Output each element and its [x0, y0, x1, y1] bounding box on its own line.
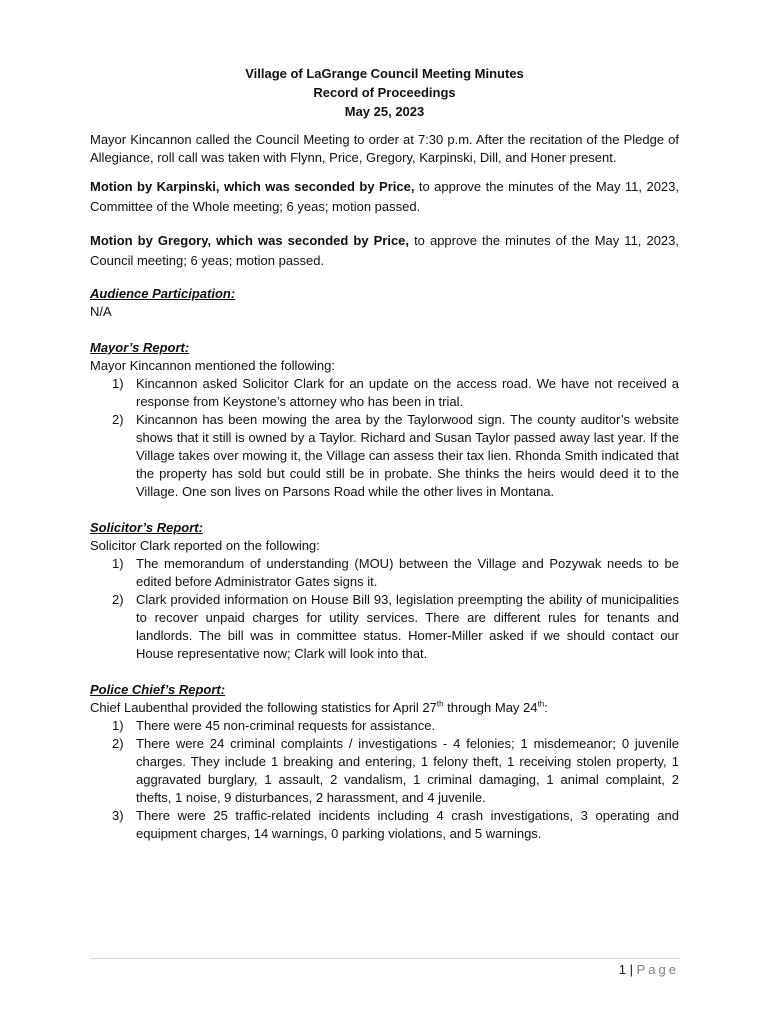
list-text: Kincannon asked Solicitor Clark for an update on the access road. We have not received a response from Keystone’s attorney who has been in trial. [136, 376, 679, 409]
footer-divider [90, 958, 679, 959]
page-label: Page [636, 962, 679, 977]
mayor-report-section [90, 339, 679, 501]
audience-section [90, 285, 679, 321]
section-intro: Mayor Kincannon mentioned the following: [90, 358, 335, 373]
list-item [90, 375, 679, 411]
list-number: 2) [112, 412, 124, 427]
list-number: 2) [112, 736, 124, 751]
list-text: There were 24 criminal complaints / investigations - 4 felonies; 1 misdemeanor; 0 juvenile charges. They include 1 breaking and entering, 1 felony theft, 1 receiving stolen property, 1 aggravated burglary, 1 assault, 2 vandalism, 1 criminal damaging, 1 animal complaint, 2 thefts, 1 noise, 9 disturbances, 2 harassment, and 4 juvenile. [136, 736, 679, 805]
list-item [90, 735, 679, 807]
list-item [90, 807, 679, 843]
list-text: The memorandum of understanding (MOU) between the Village and Pozywak needs to be edited before Administrator Gates signs it. [136, 556, 679, 589]
document-title: Village of LaGrange Council Meeting Minutes [245, 66, 524, 81]
motion-paragraph [90, 231, 679, 271]
ordinal-suffix: th [436, 699, 444, 709]
page-number: 1 [618, 962, 626, 977]
footer-separator: | [629, 962, 633, 977]
solicitor-report-list [90, 555, 679, 663]
document-page [90, 64, 679, 861]
motion-lead: Motion by Karpinski, which was seconded by Price, [90, 179, 415, 194]
list-item [90, 717, 679, 735]
page-footer [619, 961, 679, 979]
section-text: N/A [90, 304, 112, 319]
section-intro [90, 699, 679, 717]
list-number: 1) [112, 556, 124, 571]
police-report-section [90, 681, 679, 843]
list-text: Kincannon has been mowing the area by the Taylorwood sign. The county auditor’s website shows that it still is owned by a Taylor. Richard and Susan Taylor passed away last year. If the Village takes over mowing it, the Village can assess their tax lien. Rhonda Smith indicated that the property has sold but could still be in probate. She thinks the heirs would deed it to the Village. One son lives on Parsons Road while the other lives in Montana. [136, 412, 679, 499]
list-number: 3) [112, 808, 124, 823]
intro-text: Chief Laubenthal provided the following statistics for April 27 [90, 700, 437, 715]
list-number: 1) [112, 376, 124, 391]
list-item [90, 411, 679, 501]
motion-lead: Motion by Gregory, which was seconded by Price, [90, 233, 410, 248]
motion-text: to approve the minutes of the May 11, 2023, Committee of the Whole meeting; 6 yeas; motion passed. [90, 179, 679, 214]
motion-paragraph [90, 177, 679, 217]
list-text: There were 25 traffic-related incidents including 4 crash investigations, 3 operating and equipment charges, 14 warnings, 0 parking violations, and 5 warnings. [136, 808, 679, 841]
list-text: There were 45 non-criminal requests for assistance. [136, 718, 436, 733]
ordinal-suffix: th [537, 699, 545, 709]
section-heading: Audience Participation: [90, 286, 236, 301]
list-number: 2) [112, 592, 124, 607]
section-heading: Police Chief’s Report: [90, 682, 226, 697]
document-date: May 25, 2023 [344, 104, 425, 119]
list-item [90, 555, 679, 591]
solicitor-report-section [90, 519, 679, 663]
intro-text: through May 24 [443, 700, 538, 715]
list-item [90, 591, 679, 663]
list-text: Clark provided information on House Bill 93, legislation preempting the ability of municipalities to recover unpaid charges for utility services. There are different rules for tenants and landlords. The bill was in committee status. Homer-Miller asked if we should contact our House representative now; Clark will look into that. [136, 592, 679, 661]
section-intro: Solicitor Clark reported on the following: [90, 538, 320, 553]
document-header [90, 64, 679, 121]
motion-text: to approve the minutes of the May 11, 2023, Council meeting; 6 yeas; motion passed. [90, 233, 679, 268]
section-heading: Solicitor’s Report: [90, 520, 203, 535]
mayor-report-list [90, 375, 679, 501]
document-subtitle: Record of Proceedings [313, 85, 456, 100]
list-number: 1) [112, 718, 124, 733]
opening-paragraph: Mayor Kincannon called the Council Meeting to order at 7:30 p.m. After the recitation of the Pledge of Allegiance, roll call was taken with Flynn, Price, Gregory, Karpinski, Dill, and Honer present. [90, 132, 679, 165]
section-heading: Mayor’s Report: [90, 340, 190, 355]
intro-text: : [544, 700, 548, 715]
police-report-list [90, 717, 679, 843]
